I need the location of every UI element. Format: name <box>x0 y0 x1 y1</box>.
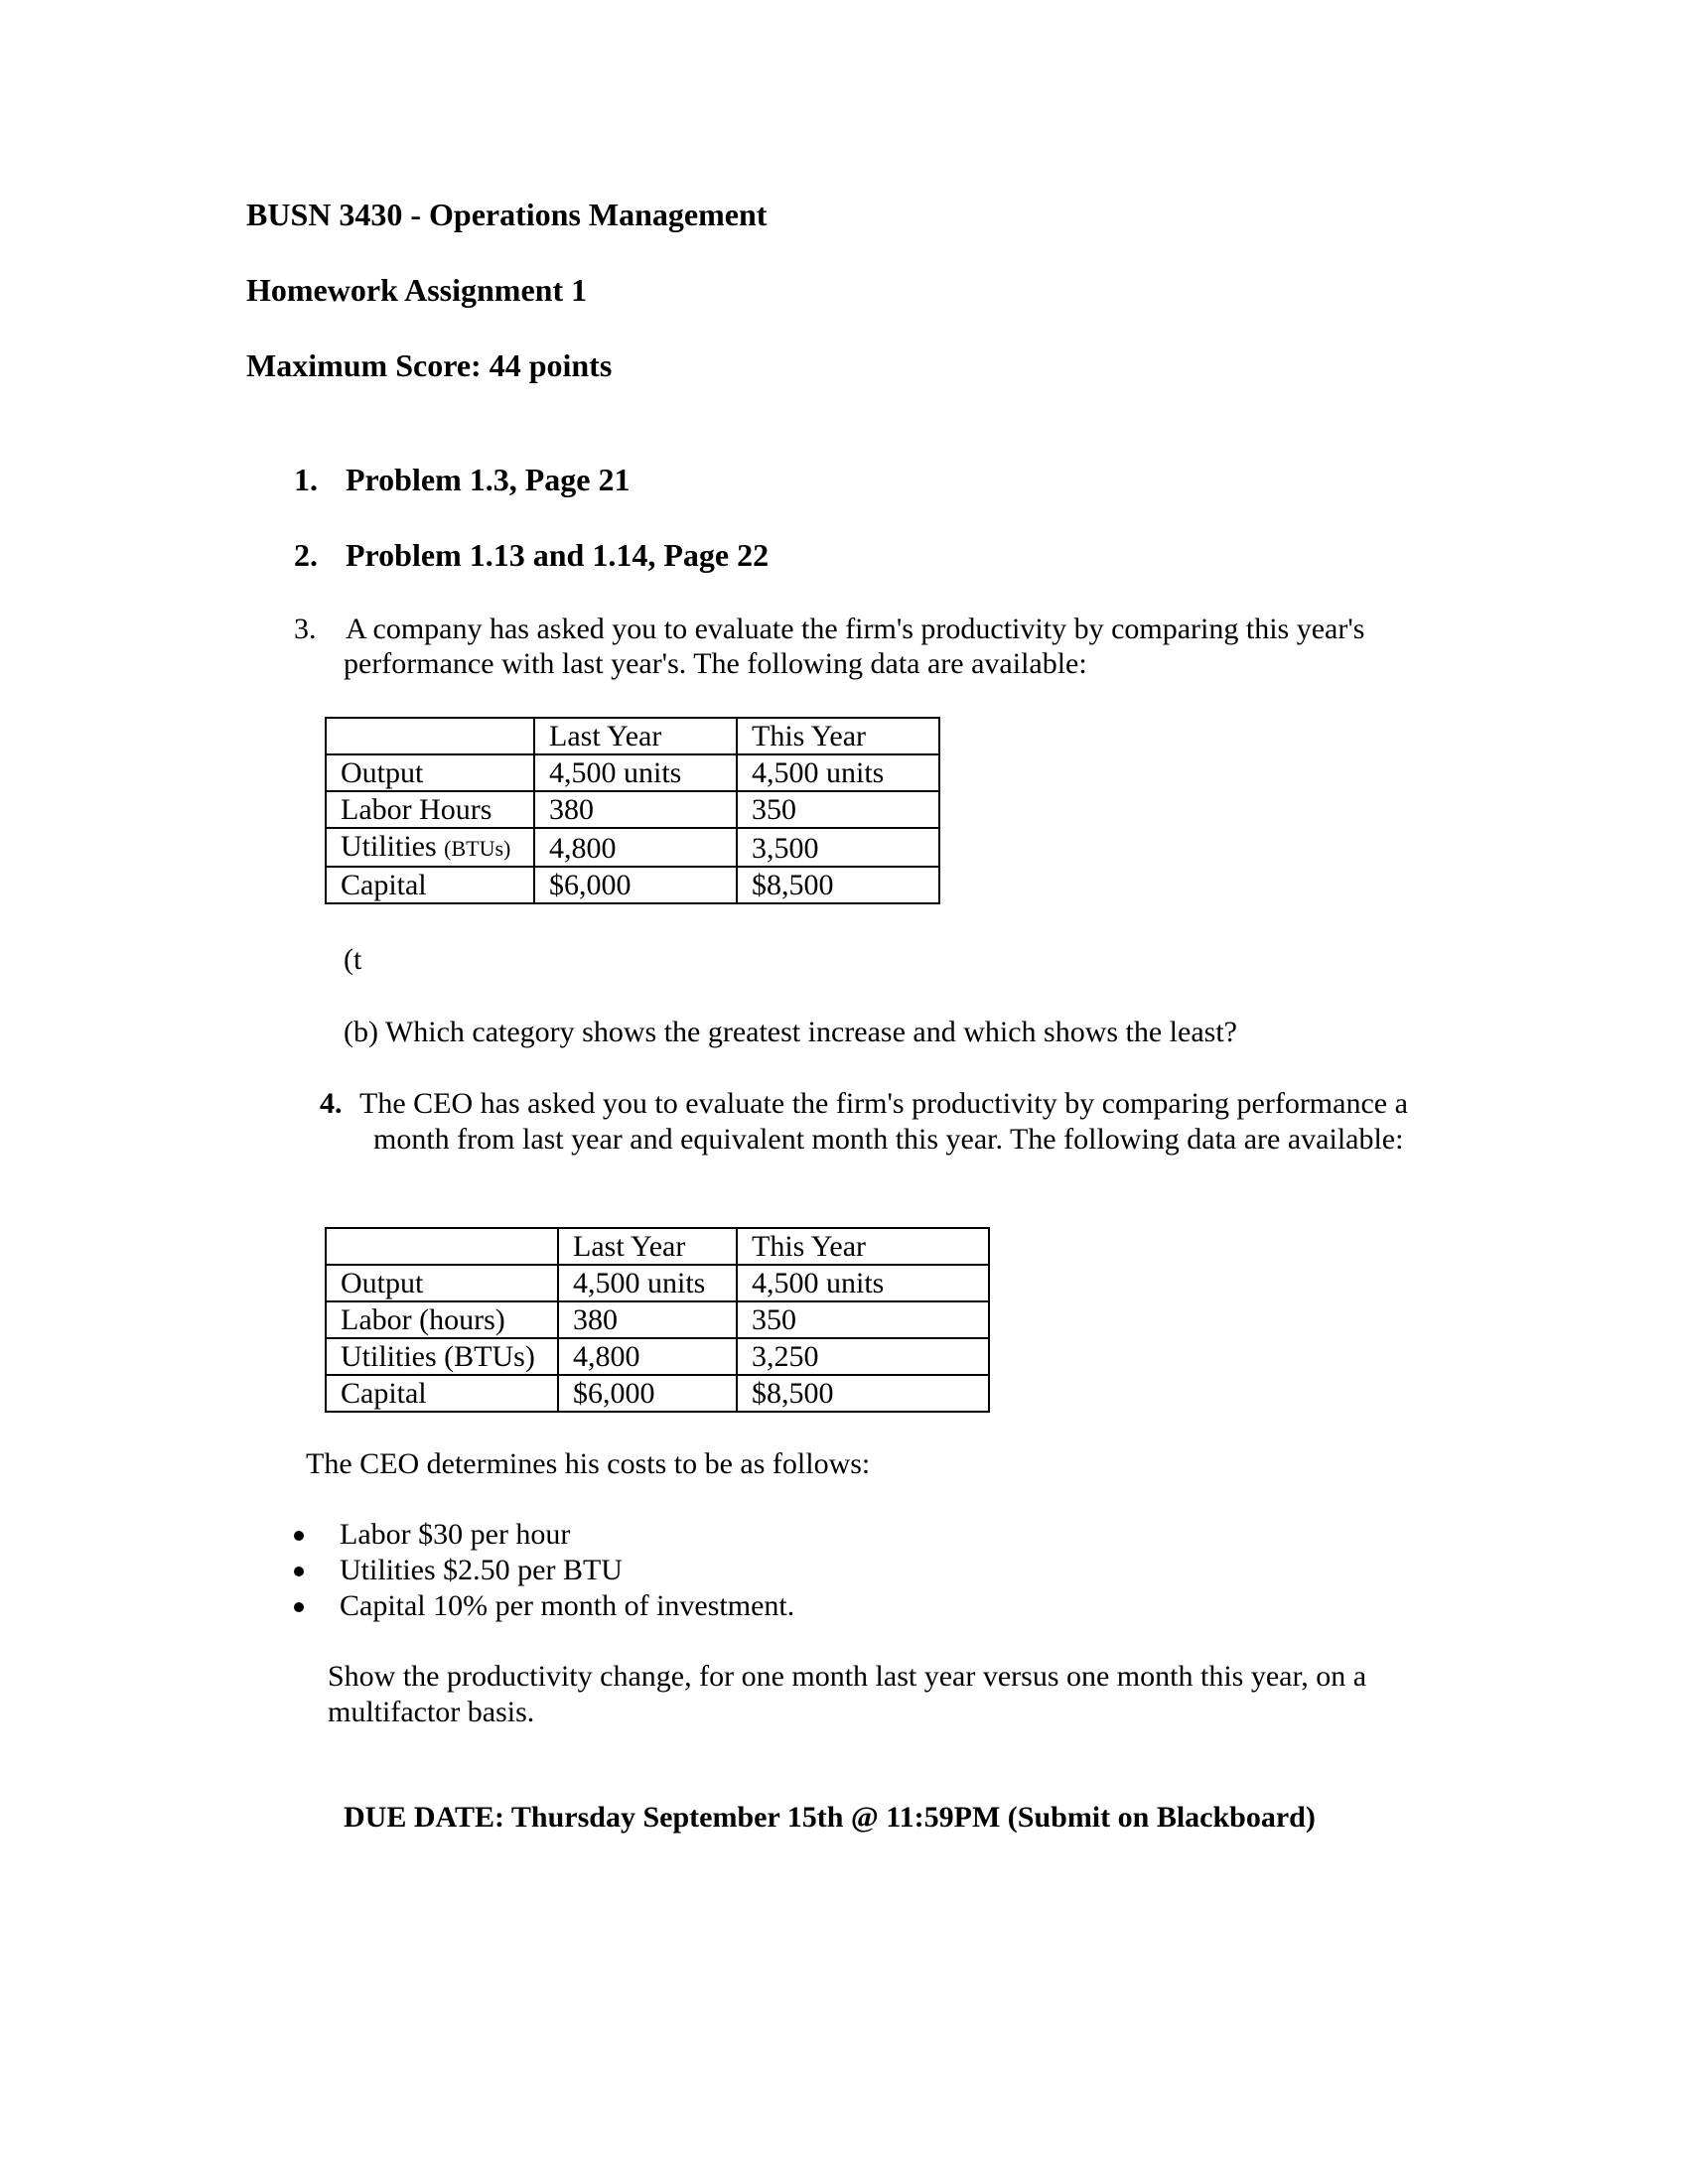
last-year-value: 380 <box>534 791 737 828</box>
item-2-text: Problem 1.13 and 1.14, Page 22 <box>346 537 770 573</box>
cost-text: Utilities $2.50 per BTU <box>340 1554 623 1586</box>
this-year-value: $8,500 <box>737 867 939 903</box>
q4-text-line2: month from last year and equivalent month this year. The following data are available: <box>373 1123 1404 1156</box>
list-item <box>294 1517 794 1553</box>
bullet-icon <box>294 1567 304 1576</box>
row-label-unit: (BTUs) <box>444 836 511 861</box>
this-year-value: 4,500 units <box>737 1265 989 1301</box>
q3-text-line1: A company has asked you to evaluate the firm's productivity by comparing this year's <box>346 613 1365 645</box>
table-header-cell: Last Year <box>558 1228 737 1265</box>
this-year-value: 350 <box>737 1301 989 1338</box>
item-1-number: 1. <box>294 462 318 497</box>
row-label: Labor (hours) <box>326 1301 558 1338</box>
this-year-value: 350 <box>737 791 939 828</box>
last-year-value: 4,500 units <box>534 754 737 791</box>
table-row <box>326 828 939 867</box>
q3-data-table <box>325 717 940 904</box>
q3-text-line2: performance with last year's. The following data are available: <box>344 647 1087 680</box>
cost-text: Labor $30 per hour <box>340 1518 571 1551</box>
item-2-number: 2. <box>294 537 318 573</box>
row-label: Labor Hours <box>326 791 534 828</box>
table-header-row <box>326 718 939 754</box>
course-title: BUSN 3430 - Operations Management <box>246 197 768 232</box>
this-year-value: 3,500 <box>737 828 939 867</box>
row-label: Output <box>326 1265 558 1301</box>
table-row <box>326 754 939 791</box>
last-year-value: 4,800 <box>534 828 737 867</box>
list-item <box>294 1553 794 1588</box>
list-item <box>294 1588 794 1624</box>
assignment-title: Homework Assignment 1 <box>246 272 588 308</box>
q4-text-line1: The CEO has asked you to evaluate the firm's productivity by comparing performance a <box>359 1087 1408 1120</box>
last-year-value: $6,000 <box>558 1375 737 1412</box>
table-header-cell: This Year <box>737 718 939 754</box>
q4-data-table <box>325 1227 990 1413</box>
table-header-row <box>326 1228 989 1265</box>
q3-number: 3. <box>294 613 317 645</box>
row-label: Utilities (BTUs) <box>326 1338 558 1375</box>
last-year-value: 4,500 units <box>558 1265 737 1301</box>
last-year-value: 380 <box>558 1301 737 1338</box>
table-header-cell <box>326 718 534 754</box>
q3-part-b: (b) Which category shows the greatest increase and which shows the least? <box>344 1016 1237 1048</box>
row-label: Capital <box>326 867 534 903</box>
table-header-cell <box>326 1228 558 1265</box>
max-score: Maximum Score: 44 points <box>246 347 613 383</box>
q4-costs-intro: The CEO determines his costs to be as follows: <box>306 1447 871 1480</box>
cost-text: Capital 10% per month of investment. <box>340 1589 795 1622</box>
bullet-icon <box>294 1531 304 1541</box>
q4-instruction-line2: multifactor basis. <box>328 1696 535 1728</box>
table-row <box>326 1338 989 1375</box>
table-row <box>326 1375 989 1412</box>
this-year-value: 4,500 units <box>737 754 939 791</box>
table-header-cell: This Year <box>737 1228 989 1265</box>
table-row <box>326 867 939 903</box>
due-date: DUE DATE: Thursday September 15th @ 11:59PM (Submit on Blackboard) <box>344 1801 1316 1834</box>
item-1-text: Problem 1.3, Page 21 <box>346 462 631 497</box>
q3-part-a-fragment: (t <box>344 943 362 976</box>
q4-costs-list <box>294 1517 794 1624</box>
row-label <box>326 828 534 867</box>
row-label: Output <box>326 754 534 791</box>
q4-number: 4. <box>320 1087 343 1120</box>
last-year-value: 4,800 <box>558 1338 737 1375</box>
table-header-cell: Last Year <box>534 718 737 754</box>
last-year-value: $6,000 <box>534 867 737 903</box>
row-label-text: Utilities <box>341 830 445 863</box>
table-row <box>326 791 939 828</box>
row-label: Capital <box>326 1375 558 1412</box>
bullet-icon <box>294 1602 304 1612</box>
this-year-value: 3,250 <box>737 1338 989 1375</box>
this-year-value: $8,500 <box>737 1375 989 1412</box>
table-row <box>326 1265 989 1301</box>
q4-instruction-line1: Show the productivity change, for one month last year versus one month this year, on a <box>328 1660 1367 1693</box>
table-row <box>326 1301 989 1338</box>
